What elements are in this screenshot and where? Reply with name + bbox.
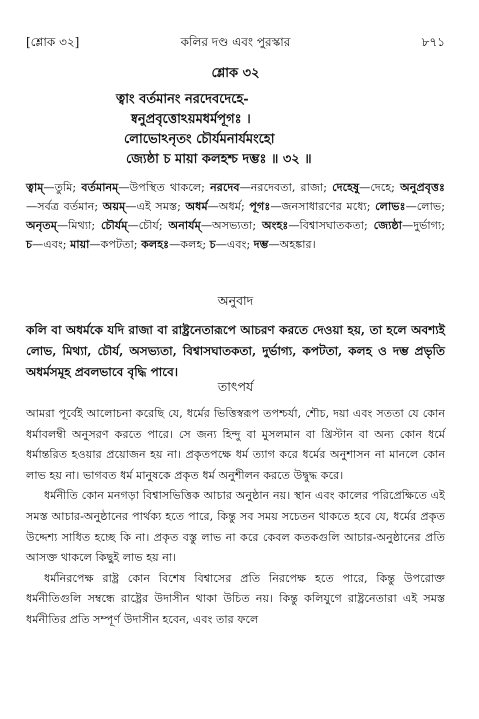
sanskrit-verse xyxy=(26,64,445,170)
synonym-term: অনার্যম্ xyxy=(168,218,201,232)
synonym-term: লোভঃ xyxy=(375,199,406,213)
purport-paragraph: ধর্মনিরপেক্ষ রাষ্ট্র কোন বিশেষ বিশ্বাসের প্রতি নিরপেক্ষ হতে পারে, কিন্তু উপরোক্ত ধর্মনীতিগুলি সম্বন্ধে রাষ্ট্রের উদাসীন থাকা উচিত নয়। কিন্তু কলিযুগে রাষ্ট্রনেতারা এই সমস্ত ধর্মনীতির প্রতি সম্পূর্ণ উদাসীন হবেন, এবং তার ফলে xyxy=(26,571,445,626)
synonym-meaning: এই সমস্ত xyxy=(136,200,178,213)
synonym-meaning: এবং xyxy=(43,238,63,251)
synonym-meaning: নরদেবতা, রাজা xyxy=(250,181,324,194)
verse-number-header: [শ্লোক ৩২] xyxy=(26,35,80,49)
synonym-meaning: এবং xyxy=(226,238,247,251)
synonym-meaning: অহঙ্কার xyxy=(279,238,312,251)
verse-title: শ্লোক ৩২ xyxy=(211,66,260,81)
synonym-meaning: মিথ্যা xyxy=(68,219,92,232)
synonym-meaning: চৌর্য xyxy=(138,219,159,232)
synonym-term: নরদেব xyxy=(210,180,240,194)
synonym-term: চৌর্যম্ xyxy=(101,218,128,232)
synonym-term: চ xyxy=(209,237,216,251)
synonym-term: জ্যেষ্ঠা xyxy=(373,218,402,232)
synonym-term: অধর্ম xyxy=(185,199,208,213)
translation-text: কলি বা অধর্মকে যদি রাজা বা রাষ্ট্রনেতারূপে আচরণ করতে দেওয়া হয়, তা হলে অবশ্যই লোভ, মিথ্যা, চৌর্য, অসভ্যতা, বিশ্বাসঘাতকতা, দুর্ভাগ্য, কপটতা, কলহ ও দম্ভ প্রভৃতি অধর্মসমূহ প্রবলভাবে বৃদ্ধি পাবে। xyxy=(26,323,445,379)
synonym-meaning: সর্বত্র বর্তমান xyxy=(37,200,95,213)
synonym-term: কলহঃ xyxy=(141,237,170,251)
synonym-term: মায়া xyxy=(70,237,90,251)
purport-paragraph: আমরা পূর্বেই আলোচনা করেছি যে, ধর্মের ভিত্তিস্বরূপ তপশ্চর্যা, শৌচ, দয়া এবং সততা যে কোন ধর্মাবলম্বী অনুসরণ করতে পারে। সে জন্য হিন্দু বা মুসলমান বা খ্রিস্টান বা অন্য কোন ধর্মে ধর্মান্তরিত হওয়ার প্রয়োজন হয় না। প্রকৃতপক্ষে ধর্ম ত্যাগ করে ধর্মের অনুশাসন না মানলে কোন লাভ হয় না। ভাগবত ধর্ম মানুষকে প্রকৃত ধর্ম অনুশীলন করতে উদ্বুদ্ধ করে। xyxy=(26,407,445,482)
synonym-meaning: দেহে xyxy=(370,181,392,194)
synonym-meaning: কপটতা xyxy=(100,238,134,251)
synonym-term: বর্তমানম্ xyxy=(81,180,119,194)
synonym-term: অয়ম্ xyxy=(102,199,126,213)
synonym-meaning: লোভ xyxy=(416,200,442,213)
synonym-meaning: বিশ্বাসঘাতকতা xyxy=(299,219,364,232)
synonym-meaning: কলহ xyxy=(180,238,203,251)
synonym-meaning: দুর্ভাগ্য xyxy=(413,219,442,232)
synonym-term: পূগঃ xyxy=(249,199,271,213)
purport-paragraph: ধর্মনীতি কোন মনগড়া বিশ্বাসভিত্তিক আচার অনুষ্ঠান নয়। স্থান এবং কালের পরিপ্রেক্ষিতে এই সমস্ত আচার-অনুষ্ঠানের পার্থক্য হতে পারে, কিন্তু সব সময় সচেতন থাকতে হবে যে, ধর্মের প্রকৃত উদ্দেশ্য সাধিত হচ্ছে কি না। প্রকৃত বস্তু লাভ না করে কেবল কতকগুলি আচার-অনুষ্ঠানের প্রতি আসক্ত থাকলে কিছুই লাভ হয় না। xyxy=(26,489,445,565)
synonym-meaning: জনসাধারণের মধ্যে xyxy=(281,200,367,213)
synonym-term: চ xyxy=(26,237,33,251)
verse-line: ষ্বনুপ্রবৃত্তোঽয়মধর্মপূগঃ । xyxy=(131,112,251,127)
chapter-title-header: কলির দণ্ড এবং পুরস্কার xyxy=(180,35,291,49)
purport-text xyxy=(26,404,445,631)
synonym-term: অংহঃ xyxy=(261,218,289,232)
synonym-term: অনৃতম্ xyxy=(26,218,57,232)
verse-line: লোভোঽনৃতং চৌর্যমনার্যমংহো xyxy=(124,132,275,147)
synonym-term: দেহেষু xyxy=(332,180,360,194)
purport-heading: তাৎপর্য xyxy=(217,379,254,394)
verse-line: জ্যেষ্ঠা চ মায়া কলহশ্চ দম্ভঃ ॥ ৩২ ॥ xyxy=(126,152,312,167)
synonym-meaning: উপস্থিত থাকলে xyxy=(129,181,202,194)
synonym-meaning: অসভ্যতা xyxy=(212,219,253,232)
word-synonyms: ত্বাম্—তুমি; বর্তমানম্—উপস্থিত থাকলে; নরদেব—নরদেবতা, রাজা; দেহেষু—দেহে; অনুপ্রবৃত্তঃ—সর্বত্র বর্তমান; অয়ম্—এই সমস্ত; অধর্ম—অধর্ম; পূগঃ—জনসাধারণের মধ্যে; লোভঃ—লোভ; অনৃতম্—মিথ্যা; চৌর্যম্—চৌর্য; অনার্যম্—অসভ্যতা; অংহঃ—বিশ্বাসঘাতকতা; জ্যেষ্ঠা—দুর্ভাগ্য; চ—এবং; মায়া—কপটতা; কলহঃ—কলহ; চ—এবং; দম্ভ—অহঙ্কার। xyxy=(26,180,446,251)
verse-line: ত্বাং বর্তমানং নরদেবদেহে- xyxy=(116,92,249,107)
synonym-term: দম্ভ xyxy=(253,237,269,251)
synonym-meaning: অধর্ম xyxy=(218,200,242,213)
synonym-term: ত্বাম্ xyxy=(26,180,44,194)
synonym-meaning: তুমি xyxy=(54,181,73,194)
synonym-term: অনুপ্রবৃত্তঃ xyxy=(400,180,445,194)
page-number: ৮৭১ xyxy=(421,35,445,49)
running-header xyxy=(26,34,445,52)
translation-heading: অনুবাদ xyxy=(217,293,254,308)
